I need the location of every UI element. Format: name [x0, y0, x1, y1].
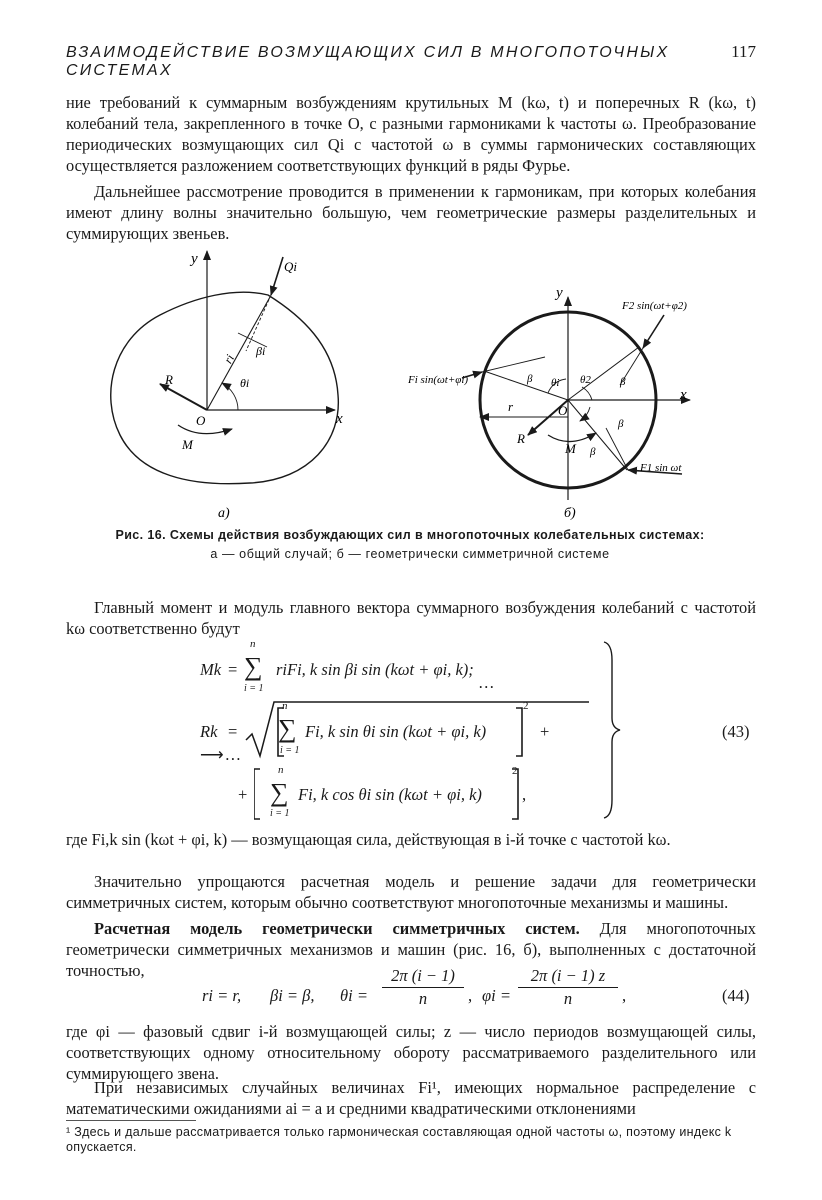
eq43-r-term1: Fi, k sin θi sin (kωt + φi, k): [305, 722, 487, 741]
eq43-sum-bottom-3: i = 1: [270, 808, 290, 819]
label-ri-a: ri: [220, 352, 238, 366]
body-contour: [111, 292, 339, 484]
label-f1-b: Fi sin(ωt+φi): [408, 374, 469, 386]
eq43-r-term2: Fi, k cos θi sin (kωt + φi, k): [298, 785, 482, 804]
caption-title: Рис. 16. Схемы действия возбуждающих сил в многопоточных колебательных системах:: [115, 528, 705, 542]
label-r-b: R: [517, 431, 525, 446]
eq44-beta: βi = β,: [270, 986, 315, 1005]
label-fig-a: а): [218, 506, 230, 521]
figure-b: [407, 285, 690, 521]
book-page: ВЗАИМОДЕЙСТВИЕ ВОЗМУЩАЮЩИХ СИЛ В МНОГОПОТОЧНЫХ СИСТЕМАХ 117 ние требований к суммарным возбуждениям крутильных M (kω, t) и поперечных R (kω, t) колебаний тела, закрепленного в точке O, с разными гармониками k частоты ω. Преобразование периодических возмущающих сил Qi с частотой ω в суммы гармонических составляющих осуществляется разложением соответствующих функций в ряды Фурье. Дальнейшее рассмотрение проводится в применении к гармоникам, при которых колебания имеют длину волны значительно большую, чем геометрические размеры разделительных и суммирующих звеньев. y x O Qi R M ri βi θi а) y x O R M r Fi sin(ωt+φi) F2 sin(ωt+φ2) F1 sin ωt β β β β θi θ2 б) Рис. 16. Схемы действия возбуждающих сил в многопоточных колебательных системах: а — общий случай; б — геометрически симметричной системе Главный момент и модуль главного вектора суммарного возбуждения колебаний с частотой kω соответственно будут Mk = n ∑ i = 1 riFi, k sin βi sin (kωt + φi, k); … Rk = n ∑ i = 1 Fi, k sin θi sin (kωt + φi, k) 2 + ⟶… + n ∑ i = 1 Fi, k cos θi sin (kωt + φi, k) 2 , (43) где Fi,k sin (kωt + φi, k) — возмущающая сила, действующая в i-й точке с частотой kω. Значительно упрощаются расчетная модель и решение задачи для геометрически симметричных систем, которым обычно соответствуют многопоточные механизмы и машины. Расчетная модель геометрически симметричных систем. Для многопоточных геометрически симметричных механизмов и машин (рис. 16, б), выполненных с достаточной точностью, ri = r, βi = β, θi = 2π (i − 1) n , φi = 2π (i − 1) z n , (44) где φi — фазовый сдвиг i-й возмущающей силы; z — число периодов возмущающей силы, соответствующих одному относительному обороту рассматриваемого разделительного или суммирующего звена. При независимых случайных величинах Fi¹, имеющих нормальное распределение с математическими ожиданиями ai = a и средними квадратическими отклонениями ¹ Здесь и дальше рассматривается только гармоническая составляющая одной частоты ω, поэтому индекс k опускается.: [0, 0, 822, 1200]
angle-theta-arc-b3: [580, 407, 590, 421]
paragraph-random: При независимых случайных величинах Fi¹, имеющих нормальное распределение с математическими ожиданиями ai = a и средними квадратическими отклонениями: [66, 1078, 756, 1118]
label-x-b: x: [680, 387, 687, 403]
eq43-sum-bottom-1: i = 1: [244, 683, 264, 694]
eq43-m-lhs: Mk: [200, 660, 222, 679]
eq44-phi-lhs: φi =: [482, 986, 511, 1005]
label-f2-b: F2 sin(ωt+φ2): [622, 300, 687, 312]
radius-line-b3: [568, 400, 627, 470]
eq43-comma: ,: [522, 785, 527, 804]
paragraph-where-force: где Fi,k sin (kωt + φi, k) — возмущающая сила, действующая в i-й точке с частотой kω.: [66, 830, 671, 849]
page-number: 117: [731, 42, 756, 61]
eq44-number: (44): [722, 986, 750, 1005]
eq43-plus-1: +: [540, 722, 550, 741]
eq43-sum-bottom-2: i = 1: [280, 745, 300, 756]
label-m-a: M: [182, 437, 193, 452]
label-radius-b: r: [508, 399, 514, 414]
eq43-plus-2: +: [238, 785, 248, 804]
figure-a: [111, 251, 343, 521]
eq44-phi-den: n: [563, 989, 573, 1008]
resultant-r-a: [160, 384, 207, 410]
angle-theta-arc-a: [222, 383, 238, 410]
label-theta-b2: θ2: [580, 374, 591, 386]
label-y-b: y: [556, 285, 563, 301]
label-f3-b: F1 sin ωt: [640, 462, 682, 474]
label-beta-b4: β: [590, 446, 596, 458]
force-q-arrow: [271, 257, 283, 295]
label-q-a: Qi: [284, 259, 297, 274]
label-beta-b3: β: [618, 418, 624, 430]
paragraph-main-moment: Главный момент и модуль главного вектора суммарного возбуждения колебаний с частотой kω соответственно будут: [66, 598, 756, 638]
eq43-sum-top-2: n: [282, 700, 288, 712]
eq43-m-body: riFi, k sin βi sin (kωt + φi, k);: [276, 660, 474, 679]
figure-caption: [110, 528, 710, 562]
eq43-sum-top-3: n: [278, 764, 284, 776]
label-r-a: R: [165, 372, 173, 387]
footnote-rule: [66, 1120, 196, 1121]
label-fig-b: б): [564, 506, 576, 521]
eq43-r-lhs: Rk: [200, 722, 218, 741]
label-theta-a: θi: [240, 376, 250, 390]
label-origin-b: O: [558, 403, 568, 418]
label-y-a: y: [191, 251, 198, 267]
label-beta-a: βi: [256, 344, 266, 358]
label-beta-b1: β: [527, 373, 533, 385]
label-beta-b2: β: [620, 376, 626, 388]
figure-16: [0, 245, 822, 525]
model-heading: Расчетная модель геометрически симметричных систем.: [94, 919, 580, 938]
eq44-r: ri = r,: [202, 986, 242, 1005]
paragraph-simplify: Значительно упрощаются расчетная модель и решение задачи для геометрически симметричных систем, которым обычно соответствуют многопоточные механизмы и машины.: [66, 872, 756, 912]
running-head: ВЗАИМОДЕЙСТВИЕ ВОЗМУЩАЮЩИХ СИЛ В МНОГОПОТОЧНЫХ СИСТЕМАХ: [66, 44, 670, 79]
eq43-brace: [600, 640, 622, 820]
eq44-theta-lhs: θi =: [340, 986, 368, 1005]
paragraph-intro: ние требований к суммарным возбуждениям крутильных M (kω, t) и поперечных R (kω, t) колебаний тела, закрепленного в точке O, с разными гармониками k частоты ω. Преобразование периодических возмущающих сил Qi с частотой ω в суммы гармонических составляющих осуществляется разложением соответствующих функций в ряды Фурье.: [66, 93, 756, 175]
paragraph-phase-shift: где φi — фазовый сдвиг i-й возмущающей силы; z — число периодов возмущающей силы, соответствующих одному относительному обороту рассматриваемого разделительного или суммирующего звена.: [66, 1022, 756, 1083]
model-text: Для многопоточных геометрически симметричных механизмов и машин (рис. 16, б), выполненных с достаточной точностью,: [66, 919, 756, 980]
eq43-number: (43): [722, 722, 750, 741]
caption-subtitle: а — общий случай; б — геометрически симметричной системе: [210, 547, 610, 561]
label-m-b: M: [565, 441, 576, 456]
label-origin-a: O: [196, 413, 206, 428]
footnote: ¹ Здесь и дальше рассматривается только гармоническая составляющая одной частоты ω, поэтому индекс k опускается.: [66, 1125, 732, 1154]
eq43-sum-top-1: n: [250, 638, 256, 650]
eq44-theta-num: 2π (i − 1): [391, 966, 455, 985]
eq44-phi-num: 2π (i − 1) z: [530, 966, 606, 985]
label-x-a: x: [336, 411, 343, 427]
paragraph-harmonics: Дальнейшее рассмотрение проводится в применении к гармоникам, при которых колебания имеют длину волны значительно большую, чем геометрические размеры разделительных и суммирующих звеньев.: [66, 182, 756, 243]
radius-line-b2: [568, 347, 639, 400]
label-theta-b1: θi: [551, 377, 560, 389]
eq44-theta-den: n: [418, 989, 428, 1008]
force-f2-arrow: [643, 315, 664, 348]
